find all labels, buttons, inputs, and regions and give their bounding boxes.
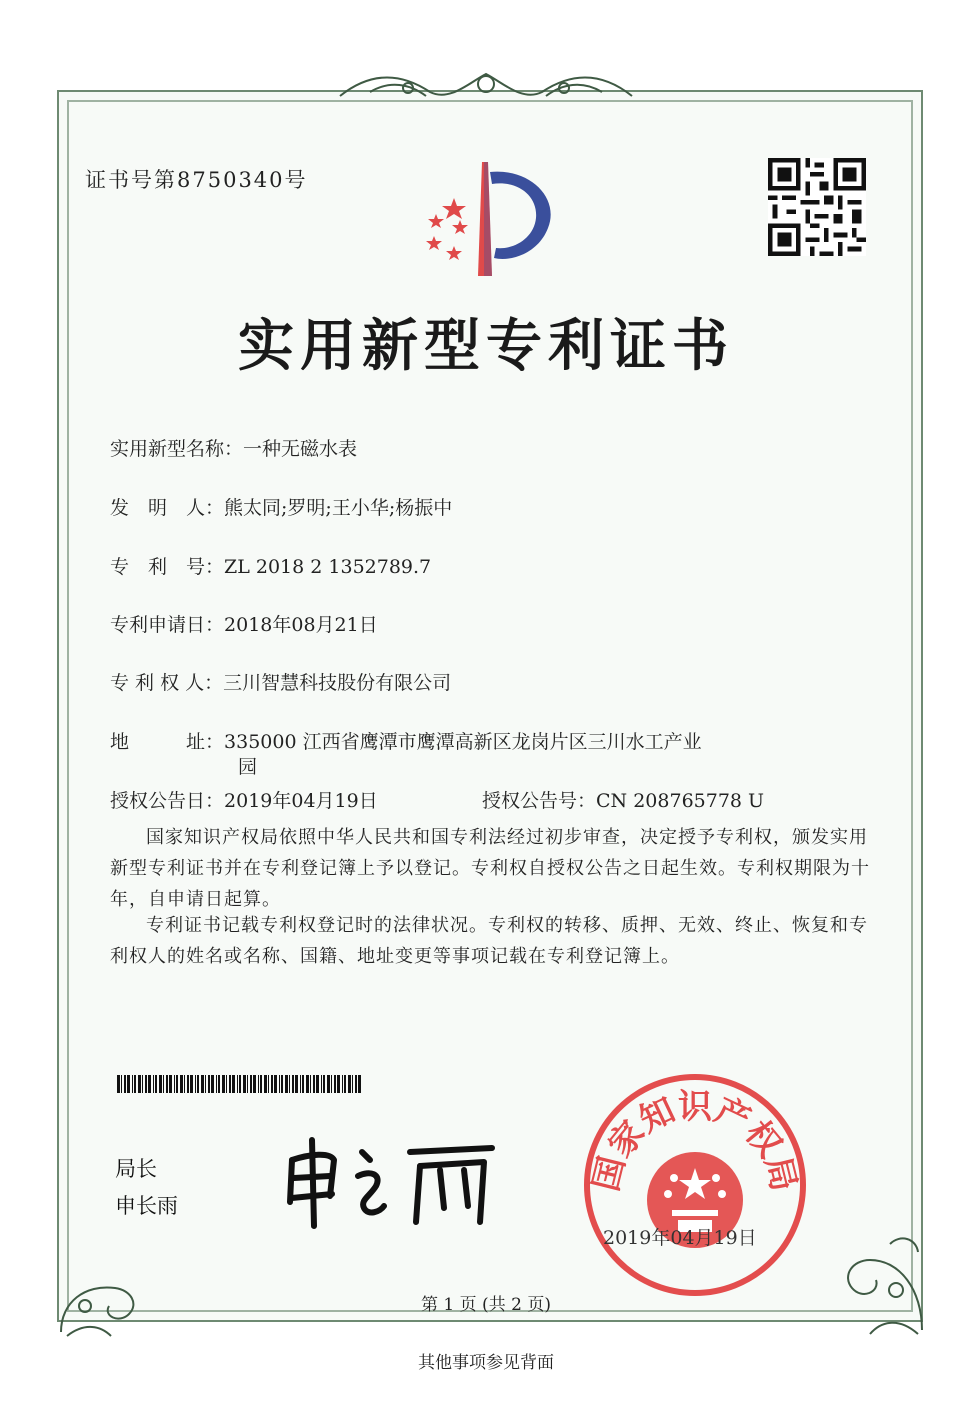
patentee-value: 三川智慧科技股份有限公司	[223, 672, 452, 694]
certificate-title: 实用新型专利证书	[238, 314, 734, 379]
application-date-label: 专利申请日：	[110, 614, 225, 636]
patent-number-row	[110, 552, 431, 579]
certificate-number: 证书号第8750340号	[85, 168, 308, 192]
corner-ornament-right-icon	[830, 1230, 930, 1340]
utility-model-name-row	[110, 434, 357, 461]
address-value-line2: 园	[238, 756, 258, 778]
application-date-value: 2018年08月21日	[224, 614, 378, 636]
patent-number-label: 专 利 号：	[110, 556, 225, 578]
name-label: 实用新型名称：	[110, 438, 244, 460]
legal-paragraph-2: 专利证书记载专利权登记时的法律状况。专利权的转移、质押、无效、终止、恢复和专利权人的姓名或名称、国籍、地址变更等事项记载在专利登记簿上。	[110, 915, 868, 967]
grant-date-value: 2019年04月19日	[224, 790, 378, 812]
signatory-name: 申长雨	[115, 1194, 178, 1218]
inventor-row	[110, 493, 452, 520]
barcode-icon	[117, 1075, 363, 1093]
footer-note: 其他事项参见背面	[418, 1353, 554, 1373]
patent-office-logo-icon	[410, 158, 560, 278]
address-value-line1: 335000 江西省鹰潭市鹰潭高新区龙岗片区三川水工产业	[224, 731, 702, 753]
handwritten-signature	[280, 1130, 500, 1230]
top-ornament-icon	[330, 62, 642, 110]
grant-date-row	[110, 786, 378, 813]
page-indicator: 第 1 页 (共 2 页)	[421, 1295, 551, 1315]
application-date-row	[110, 610, 378, 637]
address-label: 地 址：	[110, 731, 225, 753]
grant-date-label: 授权公告日：	[110, 790, 225, 812]
qr-code-icon	[768, 158, 866, 256]
name-value: 一种无磁水表	[243, 438, 358, 460]
grant-number-row	[482, 786, 764, 813]
grant-number-label: 授权公告号：	[482, 790, 597, 812]
grant-number-value: CN 208765778 U	[596, 790, 765, 812]
seal-date: 2019年04月19日	[603, 1227, 757, 1249]
official-seal-icon	[580, 1070, 810, 1300]
patentee-label: 专 利 权 人：	[110, 672, 224, 694]
patentee-row	[110, 668, 451, 695]
inventor-label: 发 明 人：	[110, 497, 225, 519]
inventor-value: 熊太同;罗明;王小华;杨振中	[224, 497, 453, 519]
legal-paragraph-1: 国家知识产权局依照中华人民共和国专利法经过初步审查，决定授予专利权，颁发实用新型专利证书并在专利登记簿上予以登记。专利权自授权公告之日起生效。专利权期限为十年，自申请日起算。	[110, 827, 870, 910]
svg-text:国家知识产权局: 国家知识产权局	[586, 1087, 804, 1196]
signatory-position: 局长	[115, 1157, 157, 1181]
patent-number-value: ZL 2018 2 1352789.7	[224, 556, 432, 578]
address-row	[110, 727, 702, 754]
